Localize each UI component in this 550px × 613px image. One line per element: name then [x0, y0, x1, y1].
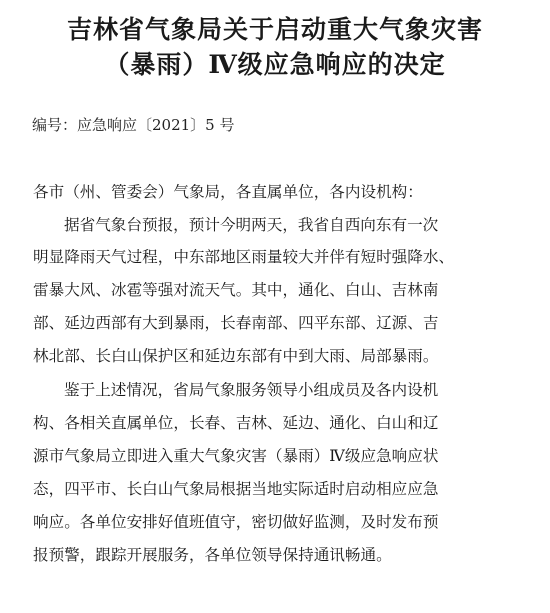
- paragraph-2-line: 源市气象局立即进入重大气象灾害（暴雨）Ⅳ级应急响应状: [33, 447, 439, 465]
- document-number: 编号：应急响应〔2021〕5 号: [32, 116, 235, 134]
- paragraph-1-line: 部、延边西部有大到暴雨，长春南部、四平东部、辽源、吉: [33, 314, 439, 332]
- paragraph-1-line: 林北部、长白山保护区和延边东部有中到大雨、局部暴雨。: [33, 347, 439, 365]
- document-title-line-2: （暴雨）Ⅳ级应急响应的决定: [104, 50, 446, 79]
- paragraph-2-line: 响应。各单位安排好值班值守，密切做好监测，及时发布预: [33, 513, 439, 531]
- paragraph-1-line: 明显降雨天气过程，中东部地区雨量较大并伴有短时强降水、: [33, 248, 455, 266]
- paragraph-2-line: 鉴于上述情况，省局气象服务领导小组成员及各内设机: [64, 381, 439, 399]
- paragraph-1-line: 据省气象台预报，预计今明两天，我省自西向东有一次: [64, 216, 439, 234]
- document-title-line-1: 吉林省气象局关于启动重大气象灾害: [66, 15, 483, 44]
- paragraph-2-line: 构、各相关直属单位，长春、吉林、延边、通化、白山和辽: [33, 414, 439, 432]
- salutation: 各市（州、管委会）气象局，各直属单位，各内设机构：: [33, 183, 423, 201]
- paragraph-1-line: 雷暴大风、冰雹等强对流天气。其中，通化、白山、吉林南: [33, 281, 439, 299]
- paragraph-2-line: 报预警，跟踪开展服务，各单位领导保持通讯畅通。: [33, 546, 392, 564]
- paragraph-2-line: 态，四平市、长白山气象局根据当地实际适时启动相应应急: [33, 480, 439, 498]
